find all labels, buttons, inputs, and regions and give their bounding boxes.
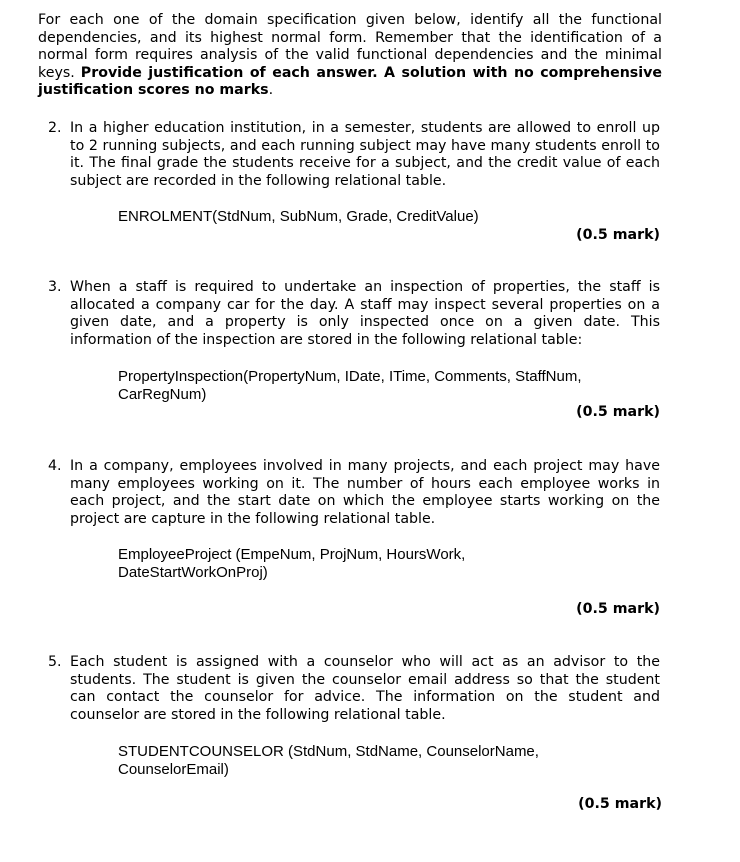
relation-schema-enrolment (118, 208, 658, 226)
question-2 (48, 120, 660, 190)
question-2-mark: (0.5 mark) (576, 227, 660, 243)
question-5 (48, 654, 660, 724)
question-4-mark: (0.5 mark) (576, 601, 660, 617)
question-number: 3. (48, 279, 62, 295)
question-number: 5. (48, 654, 62, 670)
question-number: 2. (48, 120, 62, 136)
instructions-text: For each one of the domain specification given below, identify all the functional dependencies, and its highest normal form. Remember that the identification of a normal form requires analysis of the valid functional dependencies and the minimal keys. (38, 12, 662, 81)
question-text: In a company, employees involved in many projects, and each project may have many employees working on it. The number of hours each employee works in each project, and the start date on which the employee starts working on the project are capture in the following relational table. (70, 458, 660, 527)
instructions-bold-text: Provide justification of each answer. A solution with no comprehensive justification scores no marks (38, 64, 662, 99)
relation-schema-property-inspection (118, 368, 658, 404)
question-5-mark: (0.5 mark) (578, 796, 662, 812)
question-number: 4. (48, 458, 62, 474)
question-text: When a staff is required to undertake an inspection of properties, the staff is allocated a company car for the day. A staff may inspect several properties on a given date, and a property is only inspected once on a given date. This information of the inspection are stored in the following relational table: (70, 279, 660, 348)
relation-line-2: CounselorEmail) (118, 761, 229, 778)
question-3-mark: (0.5 mark) (576, 404, 660, 420)
relation-schema-employee-project (118, 546, 658, 582)
relation-line-1: PropertyInspection(PropertyNum, IDate, ITime, Comments, StaffNum, (118, 368, 582, 385)
instructions-end: . (268, 82, 274, 99)
relation-schema-student-counselor (118, 743, 658, 779)
instructions-paragraph (38, 12, 662, 100)
relation-line-2: DateStartWorkOnProj) (118, 564, 268, 581)
question-4 (48, 458, 660, 528)
question-text: Each student is assigned with a counselor who will act as an advisor to the students. The student is given the counselor email address so that the student can contact the counselor for advice. The information on the student and counselor are stored in the following relational table. (70, 654, 660, 723)
relation-line-1: ENROLMENT(StdNum, SubNum, Grade, CreditValue) (118, 208, 479, 225)
relation-line-1: STUDENTCOUNSELOR (StdNum, StdName, CounselorName, (118, 743, 539, 760)
relation-line-1: EmployeeProject (EmpeNum, ProjNum, HoursWork, (118, 546, 466, 563)
question-3 (48, 279, 660, 349)
question-text: In a higher education institution, in a semester, students are allowed to enroll up to 2 running subjects, and each running subject may have many students enroll to it. The final grade the students receive for a subject, and the credit value of each subject are recorded in the following relational table. (70, 120, 660, 189)
relation-line-2: CarRegNum) (118, 386, 207, 403)
